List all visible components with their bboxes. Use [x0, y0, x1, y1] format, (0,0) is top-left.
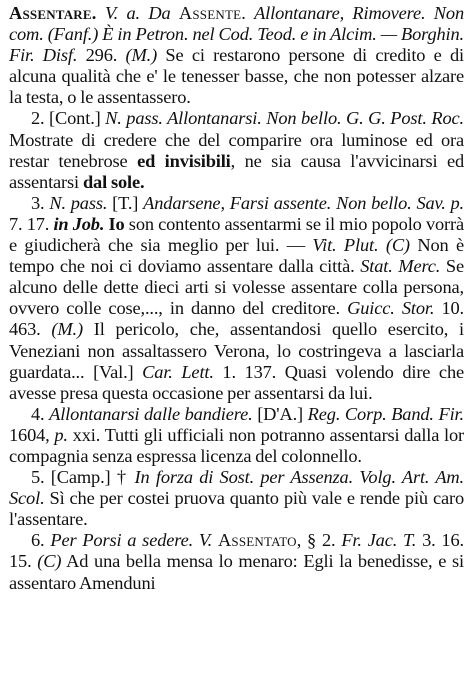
entry-text-run: 296. [77, 45, 126, 66]
entry-text-run: xxi. Tutti gli ufficiali non potranno assentarsi dalla lor compagnia senza espressa licenza del colonnello. [9, 424, 464, 466]
entry-text-run: 2. [Cont.] [31, 108, 106, 129]
entry-text-run: in Job. [53, 213, 105, 234]
entry-text-run: 6. [31, 530, 51, 551]
entry-text-run: 3. 16. 15. [9, 530, 464, 572]
entry-text-run [97, 3, 105, 23]
entry-text-run: Per Porsi a sedere. V. [50, 530, 213, 551]
entry-text-run: Car. Lett. [142, 361, 214, 382]
entry-sense-4 [9, 404, 464, 467]
entry-text-run: 3. [31, 192, 50, 213]
entry-text-run: N. pass. Allontanarsi. Non bello. G. G. Post. Roc. [105, 108, 464, 129]
entry-text-run: , ne sia causa l'avvicinarsi ed assentarsi [9, 150, 464, 192]
entry-text-run: p. [54, 424, 68, 445]
entry-text-run: ed invisibili [137, 150, 231, 171]
entry-text-run: 10. 463. [9, 298, 464, 340]
entry-text-run: Non è tempo che noi ci doviamo assentare dalla città. [9, 235, 464, 277]
entry-text-run: [T.] [107, 192, 144, 213]
entry-text-run: . [241, 3, 255, 23]
entry-text-run: Ad una bella mensa lo menaro: Egli la benedisse, e si assentaro Amenduni [9, 551, 464, 593]
entry-text-run: (C) [37, 551, 62, 572]
entry-main [9, 3, 464, 108]
entry-text-run: Mostrate di credere che del comparire ora luminose ed ora restar tenebrose [9, 129, 464, 171]
entry-text-run: [D'A.] [252, 403, 308, 424]
entry-text-run: Fr. Jac. T. [341, 530, 417, 551]
entry-text-run: Stat. Merc. [360, 256, 441, 277]
entry-text-run: Vit. Plut. (C) [312, 235, 410, 256]
entry-text-run: Andarsene, Farsi assente. Non bello. Sav. p. [143, 192, 464, 213]
entry-text-run: (M.) [125, 45, 158, 66]
entry-text-run: Allontanare, Rimovere. Non com. (Fanf.) È in Petron. nel Cod. Teod. e in Alcim. — Borghin. Fir. Disf. [9, 3, 465, 66]
entry-sense-3 [9, 193, 464, 404]
entry-sense-2 [9, 108, 464, 192]
entry-text-run: Reg. Corp. Band. Fir. [307, 403, 464, 424]
entry-text-run: (M.) [51, 319, 83, 340]
entry-text-run: V. a. Da [104, 3, 179, 23]
entry-text-run: 5. [Camp.] † [31, 467, 135, 488]
entry-text-run: 7. 17. [9, 213, 54, 234]
entry-text-run: Se ci restarono persone di credito e di alcuna qualità che e' le tenesser basse, che non potesser alzare la testa, o le assentassero. [9, 45, 464, 108]
entry-text-run: Assente [178, 3, 242, 23]
entry-text-run: Allontanarsi dalle bandiere. [49, 403, 253, 424]
entry-text-run: 1. 137. Quasi volendo dire che avesse presa questa occasione per assentarsi da lui. [9, 361, 465, 403]
entry-text-run: , § 2. [296, 530, 342, 551]
entry-text-run: 4. [31, 403, 50, 424]
entry-text-run: Assentare. [9, 3, 97, 23]
entry-sense-5 [9, 467, 464, 530]
entry-text-run: In forza di Sost. per Assenza. Volg. Art. Am. Scol. [9, 467, 465, 509]
entry-text-run: dal sole. [82, 171, 145, 192]
entry-text-run: Il pericolo, che, assentandosi quello esercito, i Veneziani non assaltassero Verona, lo costringeva a lasciarla guardata... [Val.] [9, 319, 464, 382]
entry-text-run: Guicc. Stor. [347, 298, 435, 319]
entry-text-run: Se alcuno delle dette dieci arti si volesse assentare colla persona, ovvero colle cose,..., in danno del creditore. [9, 256, 465, 319]
entry-text-run: 1604, [9, 424, 55, 445]
entry-text-run: Sì che per costei pruova quanto più vale e rende più caro l'assentare. [9, 488, 464, 530]
entry-text-run: son contento assentarmi se il mio popolo vorrà e giudicherà che sia meglio per lui. — [9, 213, 464, 256]
entry-sense-6 [9, 530, 464, 593]
entry-text-run: Assentato [217, 530, 297, 551]
entry-text-run: N. pass. [49, 192, 108, 213]
entry-text-run: Io [108, 213, 125, 234]
